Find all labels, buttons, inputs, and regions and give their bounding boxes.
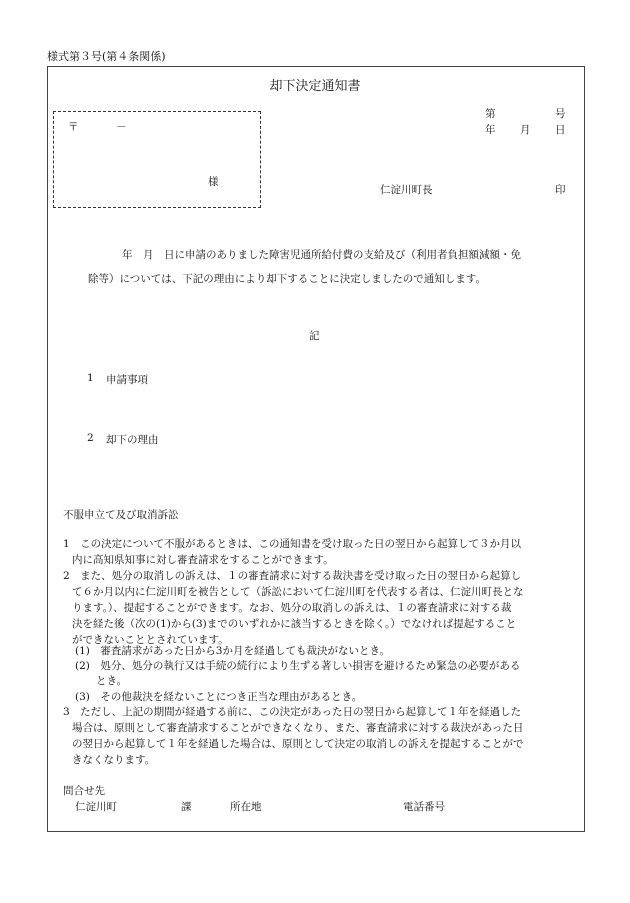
address-box	[53, 111, 261, 208]
seal-mark: 印	[555, 184, 566, 196]
item-1-number: 1	[87, 372, 94, 384]
appeal-line: 内に高知県知事に対し審査請求をすることができます。	[72, 554, 334, 566]
postal-dash: －	[116, 121, 127, 133]
contact-location: 所在地	[230, 801, 262, 813]
body-line-2: 除等）については、下記の理由により却下することに決定しましたので通知します。	[88, 273, 486, 285]
appeal-line: の翌日から起算して１年を経過した場合は、原則として決定の取消しの訴えを提起することがで	[72, 738, 524, 750]
appeal-line: 決を経た後（次の(1)から(3)までのいずれかに該当するときを除く。）でなければ提起すること	[72, 618, 517, 630]
date-day: 日	[555, 124, 566, 136]
body-line-1: 年 月 日に申請のありました障害児通所給付費の支給及び（利用者負担額減額・免	[122, 249, 521, 261]
doc-number-suffix: 号	[555, 108, 566, 120]
item-2-number: 2	[87, 432, 94, 444]
ki-heading: 記	[309, 330, 320, 342]
appeal-line: (2) 処分、処分の執行又は手続の続行により生ずる著しい損害を避けるため緊急の必要がある	[75, 660, 521, 672]
appeal-line: 1 この決定について不服があるときは、この通知書を受け取った日の翌日から起算して３か月以	[63, 538, 521, 550]
appeal-heading: 不服申立て及び取消訴訟	[63, 509, 179, 521]
contact-town: 仁淀川町	[75, 801, 117, 813]
item-1-label: 申請事項	[106, 374, 148, 386]
contact-phone: 電話番号	[403, 801, 445, 813]
postal-mark: 〒	[68, 121, 79, 133]
appeal-line: とき。	[96, 675, 128, 687]
appeal-line: 2 また、処分の取消しの訴えは、１の審査請求に対する裁決書を受け取った日の翌日から起算し	[63, 570, 522, 582]
item-2-label: 却下の理由	[106, 434, 159, 446]
doc-number-prefix: 第	[485, 108, 496, 120]
appeal-line: 場合は、原則として審査請求することができなくなり、また、審査請求に対する裁決があった日	[72, 722, 524, 734]
contact-heading: 問合せ先	[63, 785, 105, 797]
form-number: 様式第３号(第４条関係)	[47, 50, 166, 63]
appeal-line: (3) その他裁決を経ないことにつき正当な理由があるとき。	[75, 691, 363, 703]
issuer-name: 仁淀川町長	[380, 184, 433, 196]
honorific-sama: 様	[208, 176, 219, 188]
document-title: 却下決定通知書	[269, 79, 361, 94]
appeal-line: て６か月以内に仁淀川町を被告として（訴訟において仁淀川町を代表する者は、仁淀川町長とな	[72, 586, 524, 598]
appeal-line: 3 ただし、上記の期間が経過する前に、この決定があった日の翌日から起算して１年を経過した	[63, 706, 522, 718]
appeal-line: ができないこととされています。	[72, 634, 229, 646]
appeal-line: ります。）、提起することができます。なお、処分の取消しの訴えは、１の審査請求に対する裁	[72, 602, 512, 614]
contact-section: 課	[181, 801, 192, 813]
appeal-line: (1) 審査請求があった日から3か月を経過しても裁決がないとき。	[75, 645, 391, 657]
date-month: 月	[520, 124, 531, 136]
date-year: 年	[485, 124, 496, 136]
appeal-line: きなくなります。	[72, 754, 156, 766]
